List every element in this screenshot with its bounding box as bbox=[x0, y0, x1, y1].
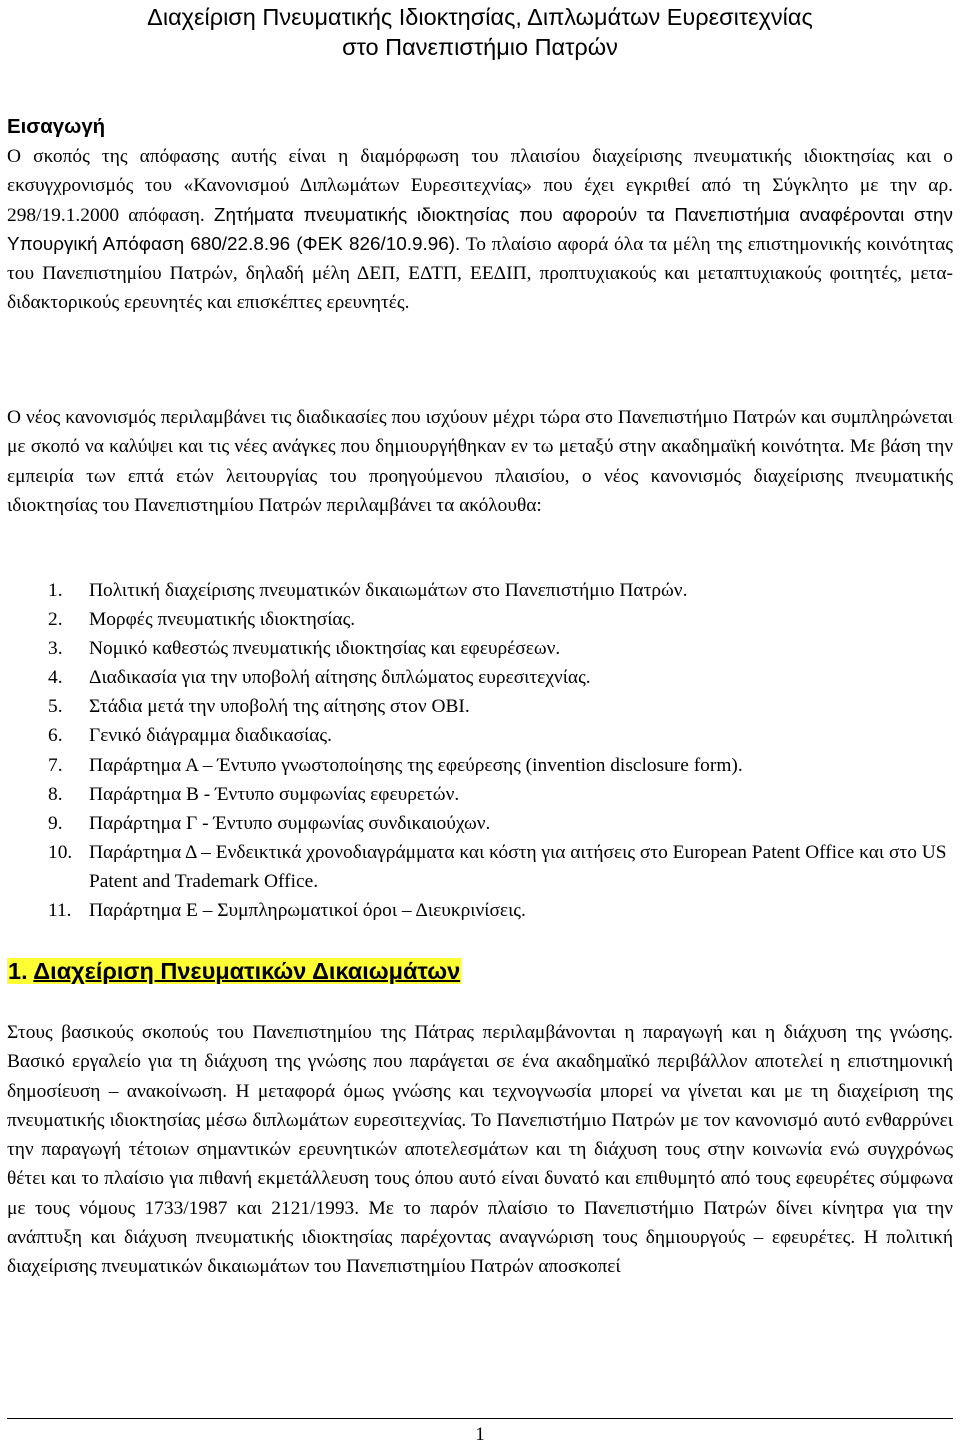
section-1-heading bbox=[7, 955, 461, 987]
intro-sentence-scope: Το πλαίσιο αφορά όλα τα μέλη της επιστημονικής κοινότητας του Πανεπιστημίου Πατρών, δηλαδή μέλη ΔΕΠ, ΕΔΤΠ, ΕΕΔΙΠ, προπτυχιακούς και μεταπτυχιακούς φοιτητές, μετα-διδακτορικούς ερευνητές και επισκέπτες ερευνητές. bbox=[7, 233, 953, 314]
intro-heading: Εισαγωγή bbox=[7, 116, 106, 138]
document-title bbox=[0, 2, 960, 62]
title-line-2: στο Πανεπιστήμιο Πατρών bbox=[342, 34, 618, 60]
section-1-title: Διαχείριση Πνευματικών Δικαιωμάτων bbox=[33, 958, 461, 984]
list-item: 2. Μορφές πνευματικής ιδιοκτησίας. bbox=[48, 609, 356, 631]
list-item: 10. Παράρτημα Δ – Ενδεικτικά χρονοδιαγράμματα και κόστη για αιτήσεις στο European Patent Office και στο US Patent and Trademark Office. bbox=[48, 841, 947, 892]
intro-paragraph-1 bbox=[7, 142, 953, 318]
footer-divider bbox=[7, 1418, 953, 1419]
page-number: 1 bbox=[475, 1424, 485, 1445]
section-1-number: 1. bbox=[8, 958, 28, 984]
intro-paragraph-2: Ο νέος κανονισμός περιλαμβάνει τις διαδικασίες που ισχύουν μέχρι τώρα στο Πανεπιστήμιο Πατρών και συμπληρώνεται με σκοπό να καλύψει και τις νέες ανάγκες που δημιουργήθηκαν εν τω μεταξύ στην ακαδημαϊκή κοινότητα. Με βάση την εμπειρία των επτά ετών λειτουργίας του προηγούμενου πλαισίου, ο νέος κανονισμός διαχείρισης πνευματικής ιδιοκτησίας του Πανεπιστημίου Πατρών περιλαμβάνει τα ακόλουθα: bbox=[7, 407, 953, 516]
intro-sentence-ministerial: Ζητήματα πνευματικής ιδιοκτησίας που αφορούν τα Πανεπιστήμια αναφέρονται στην Υπουργική Απόφαση 680/22.8.96 (ΦΕΚ 826/10.9.96). bbox=[7, 204, 953, 255]
list-item: 1. Πολιτική διαχείρισης πνευματικών δικαιωμάτων στο Πανεπιστήμιο Πατρών. bbox=[48, 580, 688, 601]
list-item: 9. Παράρτημα Γ - Έντυπο συμφωνίας συνδικαιούχων. bbox=[48, 812, 491, 834]
list-item: 3. Νομικό καθεστώς πνευματικής ιδιοκτησίας και εφευρέσεων. bbox=[48, 638, 561, 660]
list-item: 11. Παράρτημα Ε – Συμπληρωματικοί όροι – Διευκρινίσεις. bbox=[48, 900, 526, 922]
list-item: 6. Γενικό διάγραμμα διαδικασίας. bbox=[48, 725, 332, 747]
list-item: 5. Στάδια μετά την υποβολή της αίτησης στον ΟΒΙ. bbox=[48, 696, 470, 718]
list-item: 4. Διαδικασία για την υποβολή αίτησης διπλώματος ευρεσιτεχνίας. bbox=[48, 667, 591, 689]
intro-sentence-purpose: Ο σκοπός της απόφασης αυτής είναι η διαμόρφωση του πλαισίου διαχείρισης πνευματικής ιδιοκτησίας και ο εκσυγχρονισμός του «Κανονισμού Διπλωμάτων Ευρεσιτεχνίας» που έχει εγκριθεί από τη Σύγκλητο με την αρ. 298/19.1.2000 απόφαση. bbox=[7, 146, 953, 226]
list-item: 7. Παράρτημα Α – Έντυπο γνωστοποίησης της εφεύρεσης (invention disclosure form). bbox=[48, 754, 743, 776]
section-1-paragraph: Στους βασικούς σκοπούς του Πανεπιστημίου της Πάτρας περιλαμβάνονται η παραγωγή και η διάχυση της γνώσης. Βασικό εργαλείο για τη διάχυση της γνώσης που παράγεται σε ένα ακαδημαϊκό περιβάλλον αποτελεί η επιστημονική δημοσίευση – ανακοίνωση. Η μεταφορά όμως γνώσης και τεχνογνωσία μπορεί να γίνεται και με τη διαχείριση της πνευματικής ιδιοκτησίας μέσω διπλωμάτων ευρεσιτεχνίας. Το Πανεπιστήμιο Πατρών με τον κανονισμό αυτό ενθαρρύνει την παραγωγή τέτοιων σημαντικών ερευνητικών αποτελεσμάτων και τη διάχυση τους στην κοινωνία ενώ συγχρόνως θέτει και το πλαίσιο για πιθανή εκμετάλλευση τους όπου αυτό είναι δυνατό και επιθυμητό από τους εφευρέτες σύμφωνα με τους νόμους 1733/1987 και 2121/1993. Με το παρόν πλαίσιο το Πανεπιστήμιο Πατρών δίνει κίνητρα για την ανάπτυξη και διάχυση πνευματικής ιδιοκτησίας παρέχοντας αναγνώριση τους δημιουργούς – εφευρέτες. Η πολιτική διαχείρισης πνευματικών δικαιωμάτων του Πανεπιστημίου Πατρών αποσκοπεί bbox=[7, 1022, 953, 1277]
contents-list bbox=[7, 576, 953, 925]
title-line-1: Διαχείριση Πνευματικής Ιδιοκτησίας, Διπλωμάτων Ευρεσιτεχνίας bbox=[147, 4, 813, 30]
list-item: 8. Παράρτημα Β - Έντυπο συμφωνίας εφευρετών. bbox=[48, 783, 460, 805]
section-1-highlight bbox=[7, 958, 461, 984]
